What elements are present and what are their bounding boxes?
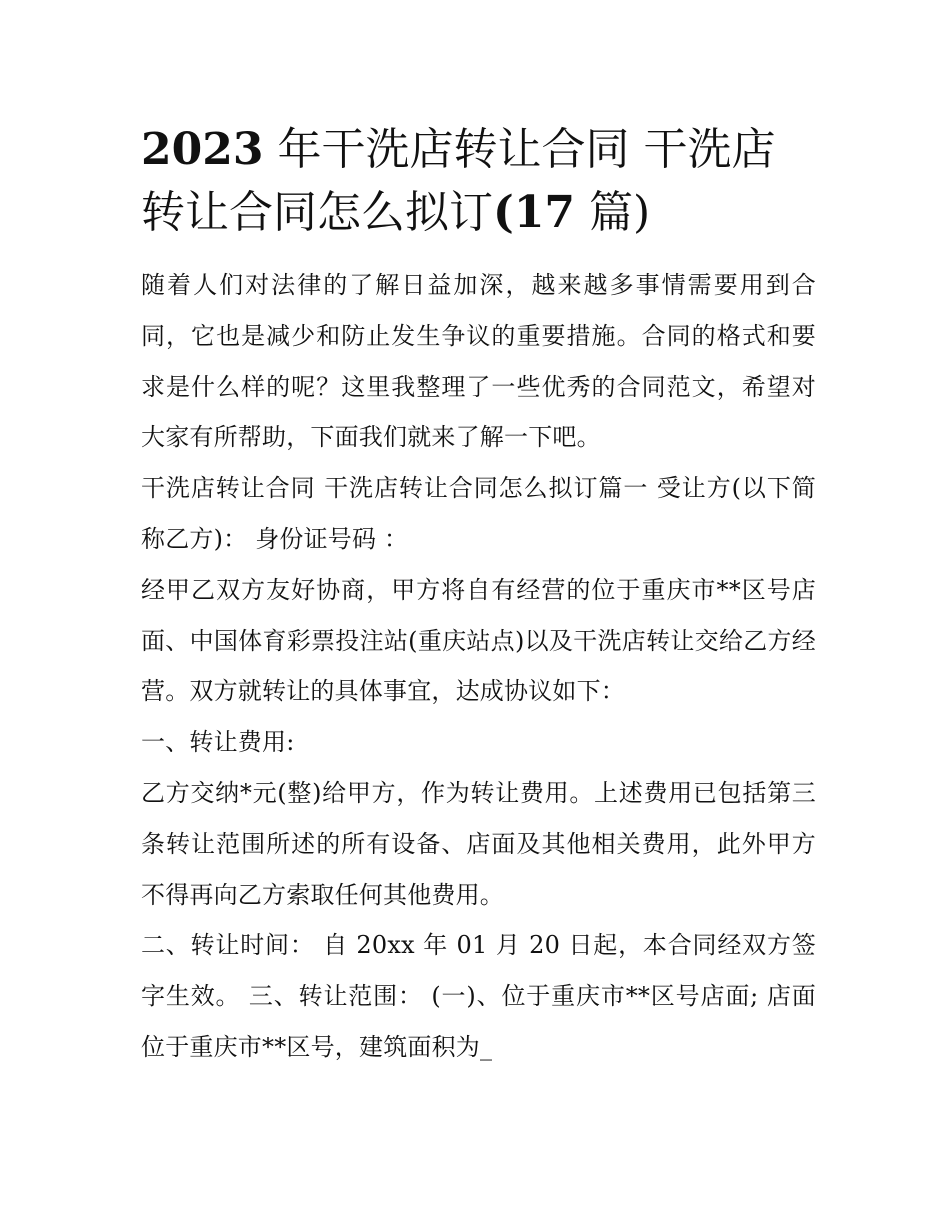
intro-paragraph: 随着人们对法律的了解日益加深，越来越多事情需要用到合同，它也是减少和防止发生争议的重要措施。合同的格式和要求是什么样的呢？这里我整理了一些优秀的合同范文，希望对大家有所帮助，下面我们就来了解一下吧。 bbox=[141, 271, 816, 452]
contract-heading-paragraph: 干洗店转让合同 干洗店转让合同怎么拟订篇一 受让方(以下简称乙方)： 身份证号码 ： bbox=[141, 474, 816, 553]
document-body bbox=[141, 260, 816, 1073]
title-count: (17 bbox=[493, 187, 576, 238]
transfer-fee-paragraph: 乙方交纳*元(整)给甲方，作为转让费用。上述费用已包括第三条转让范围所述的所有设备、店面及其他相关费用，此外甲方不得再向乙方索取任何其他费用。 bbox=[141, 778, 816, 909]
title-suffix: 篇) bbox=[589, 187, 651, 238]
document-page bbox=[141, 118, 816, 1073]
transfer-time-scope-paragraph: 二、转让时间： 自 20xx 年 01 月 20 日起，本合同经双方签字生效。 三、转让范围： (一)、位于重庆市**区号店面; 店面位于重庆市**区号，建筑面积为_ bbox=[141, 931, 816, 1061]
title-year: 2023 bbox=[141, 124, 264, 175]
agreement-paragraph: 经甲乙双方友好协商，甲方将自有经营的位于重庆市**区号店面、中国体育彩票投注站(重庆站点)以及干洗店转让交给乙方经营。双方就转让的具体事宜，达成协议如下： bbox=[141, 575, 816, 706]
title-main: 年干洗店转让合同 干洗店转让合同怎么拟订 bbox=[141, 124, 776, 238]
section-transfer-fee-heading: 一、转让费用: bbox=[141, 728, 295, 757]
document-title bbox=[141, 118, 816, 244]
